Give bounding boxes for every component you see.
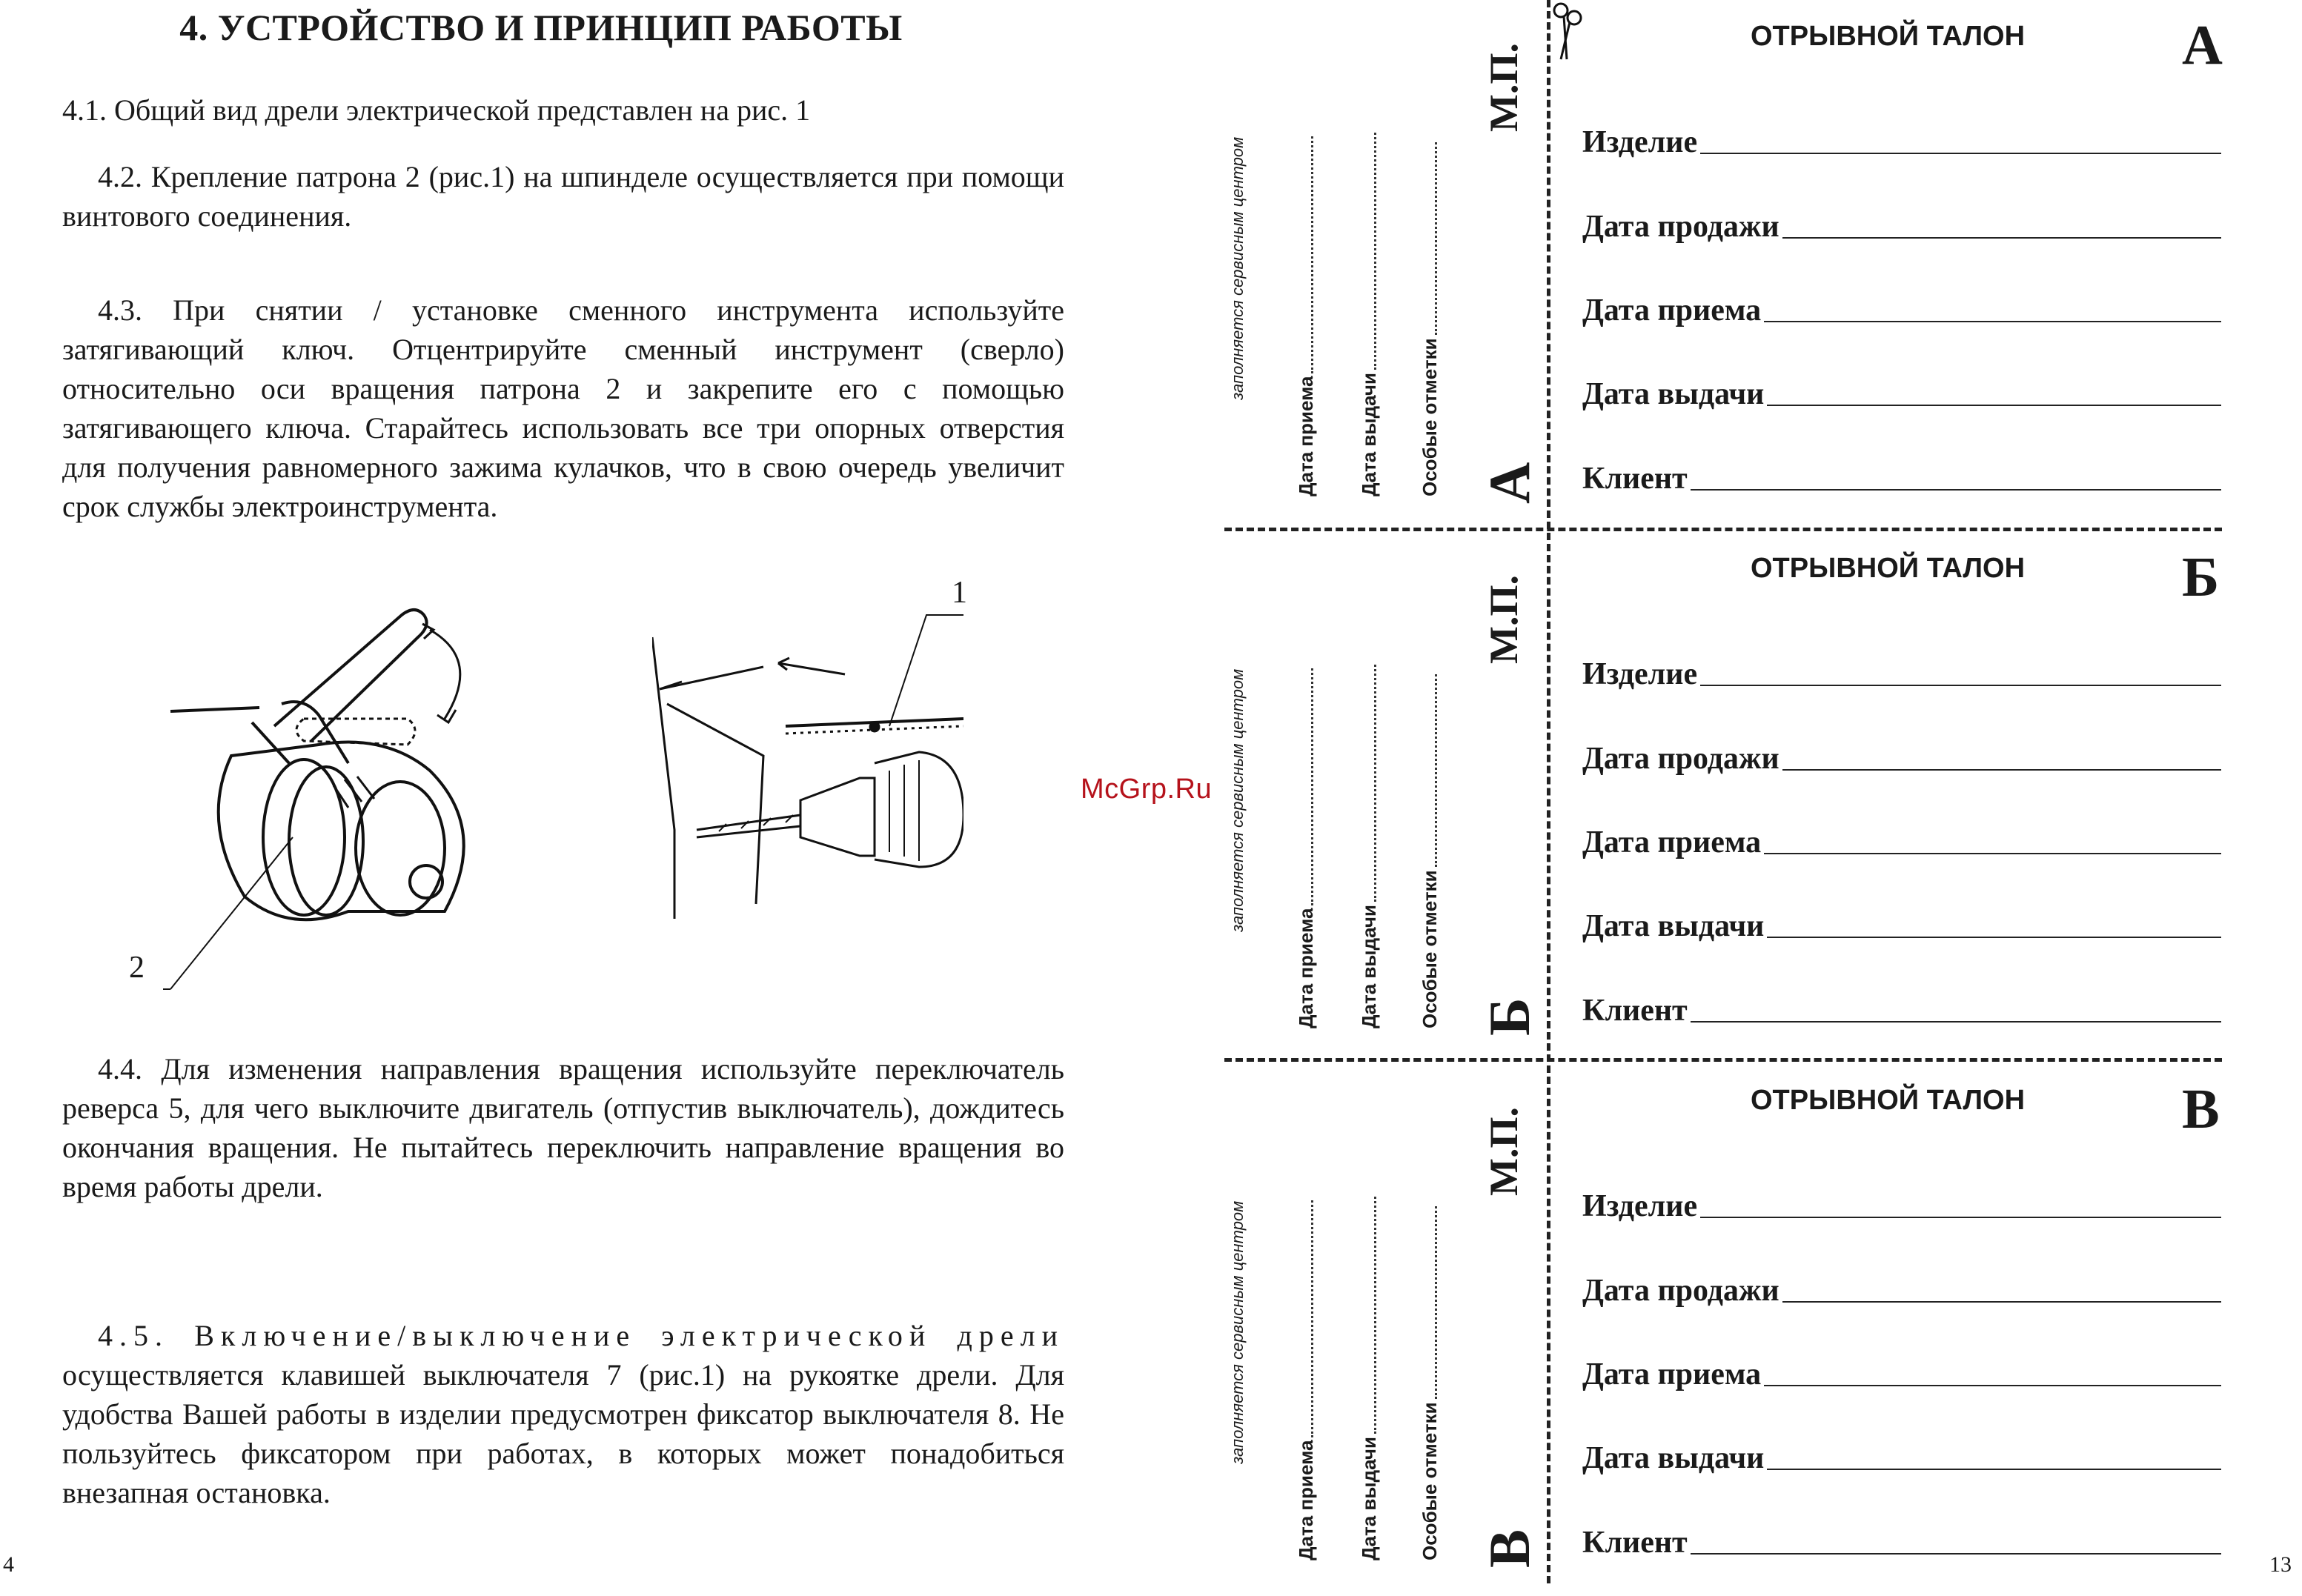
stub-field-notes: Особые отметки bbox=[1419, 674, 1442, 1028]
page-number-left: 4 bbox=[3, 1552, 14, 1577]
coupon-title: ОТРЫВНОЙ ТАЛОН bbox=[1751, 21, 2026, 52]
paragraph-4-3: 4.3. При снятии / установке сменного инструмента используйте затягивающий ключ. Отцентрируйте сменный инструмент (сверло) относительно оси вращения патрона 2 и закрепите его с помощью затягивающего ключа. Старайтесь использовать все три опорных отверстия для получения равномерного зажима кулачков, что в свою очередь увеличит срок службы электроинструмента. bbox=[62, 293, 1064, 523]
coupon-title: ОТРЫВНОЙ ТАЛОН bbox=[1751, 1085, 2026, 1116]
stub-note: заполняется сервисным центром bbox=[1228, 668, 1247, 932]
stub-mp-stamp: М.П. bbox=[1482, 575, 1526, 664]
paragraph-4-4: 4.4. Для изменения направления вращения используйте переключатель реверса 5, для чего выключите двигатель (отпустив выключатель), дождитесь окончания вращения. Не пытайтесь переключить направление вращения во время работы дрели. bbox=[62, 1052, 1064, 1203]
stub-field-notes: Особые отметки bbox=[1419, 142, 1442, 496]
stub-field-notes: Особые отметки bbox=[1419, 1206, 1442, 1560]
figure-label-1: 1 bbox=[952, 576, 967, 610]
coupon-letter: В bbox=[2182, 1078, 2220, 1140]
coupon-a bbox=[1224, 0, 2262, 532]
chuck-key-illustration bbox=[163, 585, 511, 1015]
field-issue-date: Дата выдачи bbox=[1582, 907, 2221, 944]
stub-field-date-in: Дата приема bbox=[1295, 136, 1318, 496]
field-product: Изделие bbox=[1582, 123, 2221, 160]
field-receive-date: Дата приема bbox=[1582, 1355, 2221, 1392]
coupon-letter: А bbox=[2182, 14, 2223, 76]
field-sale-date: Дата продажи bbox=[1582, 739, 2221, 777]
paragraph-4-1: 4.1. Общий вид дрели электрической представлен на рис. 1 bbox=[62, 93, 811, 127]
section-title: 4. УСТРОЙСТВО И ПРИНЦИП РАБОТЫ bbox=[179, 7, 903, 48]
coupon-b bbox=[1224, 532, 2262, 1064]
stub-field-date-in: Дата приема bbox=[1295, 1200, 1318, 1560]
left-page bbox=[0, 0, 1156, 1583]
paragraph-4-5-rest: осуществляется клавишей выключателя 7 (рис.1) на рукоятке дрели. Для удобства Вашей работы в изделии предусмотрен фиксатор выключателя 8. Не пользуйтесь фиксатором при работах, в которых может понадобиться внезапная остановка. bbox=[62, 1358, 1064, 1509]
field-receive-date: Дата приема bbox=[1582, 823, 2221, 860]
paragraph-4-5 bbox=[62, 1316, 1064, 1512]
paragraph-4-2: 4.2. Крепление патрона 2 (рис.1) на шпинделе осуществляется при помощи винтового соединения. bbox=[62, 160, 1064, 233]
stub-mp-stamp: М.П. bbox=[1482, 1107, 1526, 1196]
drill-bit-alignment-illustration bbox=[652, 593, 963, 919]
stub-field-date-out: Дата выдачи bbox=[1358, 665, 1381, 1028]
stub-letter: А bbox=[1477, 462, 1542, 504]
field-receive-date: Дата приема bbox=[1582, 291, 2221, 328]
field-client: Клиент bbox=[1582, 1523, 2221, 1560]
stub-mp-stamp: М.П. bbox=[1482, 43, 1526, 132]
figure-label-2: 2 bbox=[129, 951, 145, 985]
field-product: Изделие bbox=[1582, 655, 2221, 692]
coupon-title: ОТРЫВНОЙ ТАЛОН bbox=[1751, 553, 2026, 584]
stub-letter: Б bbox=[1477, 997, 1542, 1036]
stub-field-date-in: Дата приема bbox=[1295, 668, 1318, 1028]
field-sale-date: Дата продажи bbox=[1582, 1271, 2221, 1309]
paragraph-4-5-head: 4.5. Включение/выключение электрической дрели bbox=[98, 1319, 1064, 1352]
page-number-right: 13 bbox=[2269, 1552, 2292, 1577]
stub-letter: В bbox=[1477, 1529, 1542, 1568]
field-issue-date: Дата выдачи bbox=[1582, 1439, 2221, 1476]
field-product: Изделие bbox=[1582, 1187, 2221, 1224]
coupon-c bbox=[1224, 1064, 2262, 1596]
coupon-letter: Б bbox=[2182, 546, 2220, 608]
stub-field-date-out: Дата выдачи bbox=[1358, 1197, 1381, 1560]
field-client: Клиент bbox=[1582, 459, 2221, 496]
stub-field-date-out: Дата выдачи bbox=[1358, 133, 1381, 496]
field-sale-date: Дата продажи bbox=[1582, 207, 2221, 245]
field-client: Клиент bbox=[1582, 991, 2221, 1028]
stub-note: заполняется сервисным центром bbox=[1228, 136, 1247, 400]
watermark: McGrp.Ru bbox=[1081, 774, 1213, 805]
field-issue-date: Дата выдачи bbox=[1582, 375, 2221, 412]
stub-note: заполняется сервисным центром bbox=[1228, 1200, 1247, 1464]
